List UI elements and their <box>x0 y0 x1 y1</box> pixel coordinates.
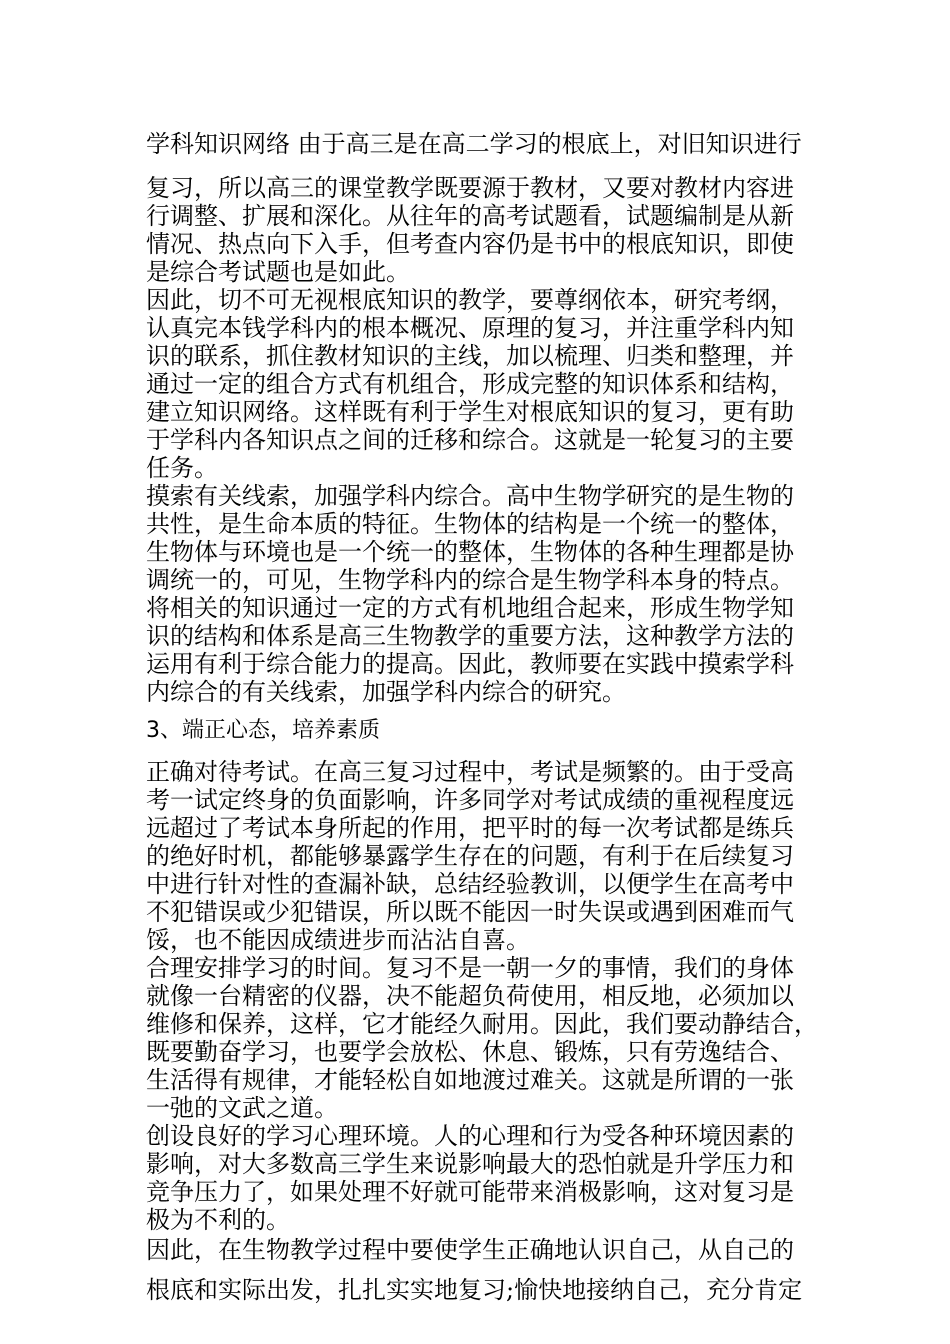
paragraph-2 <box>146 174 814 286</box>
text-line: 合理安排学习的时间。复习不是一朝一夕的事情，我们的身体 <box>146 954 794 982</box>
text-line: 馁，也不能因成绩进步而沾沾自喜。 <box>146 926 530 954</box>
text-line: 极为不利的。 <box>146 1206 290 1234</box>
text-line: 的绝好时机，都能够暴露学生存在的问题，有利于在后续复习 <box>146 842 794 870</box>
document-page <box>146 128 818 1306</box>
paragraph-9 <box>146 1234 814 1266</box>
text-line: 生活得有规律，才能轻松自如地渡过难关。这就是所谓的一张 <box>146 1066 794 1094</box>
paragraph-4 <box>146 482 814 594</box>
text-line: 既要勤奋学习，也要学会放松、休息、锻炼，只有劳逸结合、 <box>146 1038 794 1066</box>
text-line: 就像一台精密的仪器，决不能超负荷使用，相反地，必须加以 <box>146 982 794 1010</box>
text-line: 维修和保养，这样，它才能经久耐用。因此，我们要动静结合， <box>146 1010 818 1038</box>
text-line: 是综合考试题也是如此。 <box>146 258 410 286</box>
text-line: 学科知识网络 由于高三是在高二学习的根底上，对旧知识进行 <box>146 130 802 158</box>
text-line: 不犯错误或少犯错误，所以既不能因一时失误或遇到困难而气 <box>146 898 794 926</box>
text-line: 正确对待考试。在高三复习过程中，考试是频繁的。由于受高 <box>146 758 794 786</box>
text-line: 摸索有关线索，加强学科内综合。高中生物学研究的是生物的 <box>146 482 794 510</box>
section-heading: 3、端正心态，培养素质 <box>146 718 380 743</box>
text-line: 因此，在生物教学过程中要使学生正确地认识自己，从自己的 <box>146 1236 794 1264</box>
text-line: 创设良好的学习心理环境。人的心理和行为受各种环境因素的 <box>146 1122 794 1150</box>
text-line: 通过一定的组合方式有机组合，形成完整的知识体系和结构， <box>146 370 794 398</box>
paragraph-6 <box>146 758 814 954</box>
text-line: 运用有利于综合能力的提高。因此，教师要在实践中摸索学科 <box>146 650 794 678</box>
text-line: 远超过了考试本身所起的作用，把平时的每一次考试都是练兵 <box>146 814 794 842</box>
text-line: 建立知识网络。这样既有利于学生对根底知识的复习，更有助 <box>146 398 794 426</box>
text-line: 识的联系，抓住教材知识的主线，加以梳理、归类和整理，并 <box>146 342 794 370</box>
text-line: 共性，是生命本质的特征。生物体的结构是一个统一的整体， <box>146 510 794 538</box>
text-line: 考一试定终身的负面影响，许多同学对考试成绩的重视程度远 <box>146 786 794 814</box>
text-line: 内综合的有关线索，加强学科内综合的研究。 <box>146 678 626 706</box>
text-line: 行调整、扩展和深化。从往年的高考试题看，试题编制是从新 <box>146 202 794 230</box>
text-line: 因此，切不可无视根底知识的教学，要尊纲依本，研究考纲， <box>146 286 794 314</box>
text-line: 影响，对大多数高三学生来说影响最大的恐怕就是升学压力和 <box>146 1150 794 1178</box>
text-line: 竞争压力了，如果处理不好就可能带来消极影响，这对复习是 <box>146 1178 794 1206</box>
text-line: 识的结构和体系是高三生物教学的重要方法，这种教学方法的 <box>146 622 794 650</box>
text-line: 一弛的文武之道。 <box>146 1094 338 1122</box>
paragraph-7 <box>146 954 818 1122</box>
paragraph-5 <box>146 594 814 706</box>
paragraph-8 <box>146 1122 814 1234</box>
text-line: 调统一的，可见，生物学科内的综合是生物学科本身的特点。 <box>146 566 794 594</box>
text-line: 复习，所以高三的课堂教学既要源于教材，又要对教材内容进 <box>146 174 794 202</box>
text-line: 将相关的知识通过一定的方式有机地组合起来，形成生物学知 <box>146 594 794 622</box>
paragraph-1 <box>146 128 814 160</box>
text-line: 生物体与环境也是一个统一的整体，生物体的各种生理都是协 <box>146 538 794 566</box>
text-line: 于学科内各知识点之间的迁移和综合。这就是一轮复习的主要 <box>146 426 794 454</box>
text-line: 情况、热点向下入手，但考查内容仍是书中的根底知识，即使 <box>146 230 794 258</box>
text-line: 任务。 <box>146 454 218 482</box>
text-line: 中进行针对性的查漏补缺，总结经验教训，以便学生在高考中 <box>146 870 794 898</box>
paragraph-10 <box>146 1274 814 1306</box>
text-line: 认真完本钱学科内的根本概况、原理的复习，并注重学科内知 <box>146 314 794 342</box>
paragraph-3 <box>146 286 814 482</box>
text-line: 根底和实际出发，扎扎实实地复习;愉快地接纳自己，充分肯定 <box>146 1276 803 1304</box>
